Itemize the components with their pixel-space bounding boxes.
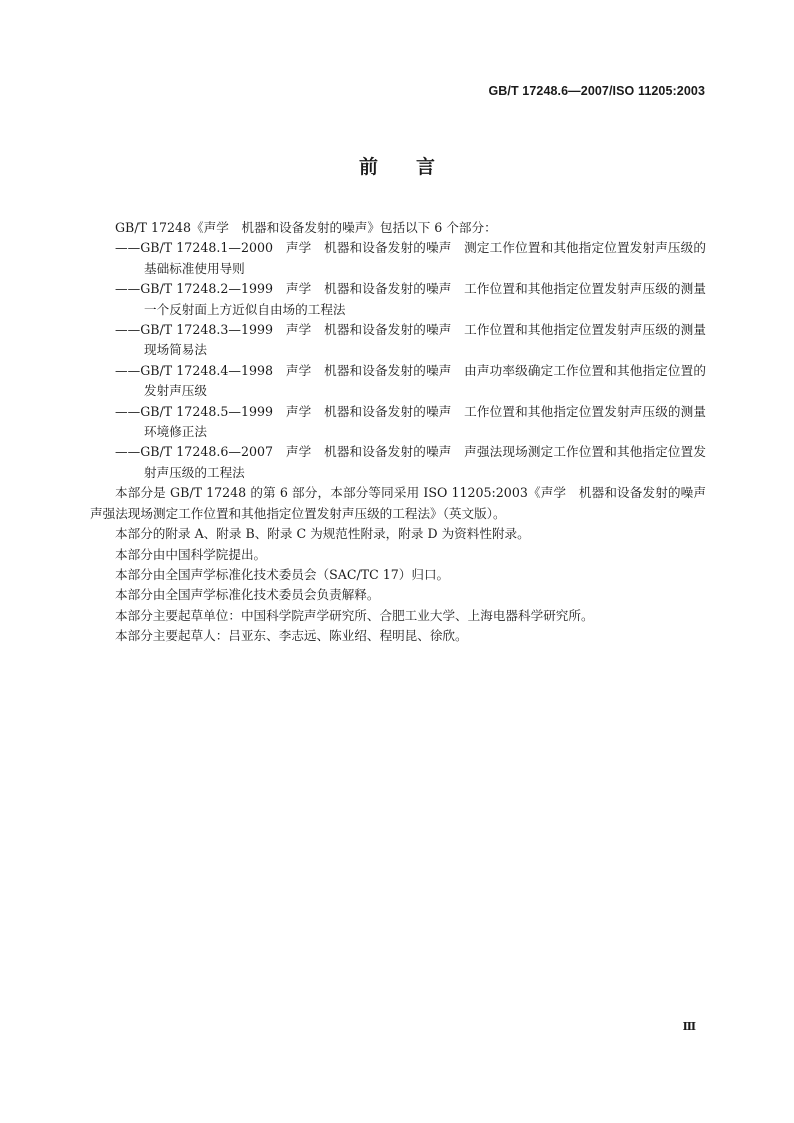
list-item: ——GB/T 17248.4—1998 声学 机器和设备发射的噪声 由声功率级确定工作位置和其他指定位置的发射声压级 [115, 362, 706, 399]
list-item: ——GB/T 17248.1—2000 声学 机器和设备发射的噪声 测定工作位置和其他指定位置发射声压级的基础标准使用导则 [115, 240, 706, 276]
page-number: Ⅲ [682, 1020, 696, 1033]
intro-paragraph: GB/T 17248《声学 机器和设备发射的噪声》包括以下 6 个部分： [115, 220, 497, 235]
list-item: ——GB/T 17248.5—1999 声学 机器和设备发射的噪声 工作位置和其他指定位置发射声压级的测量 环境修正法 [115, 403, 719, 440]
proposer-paragraph: 本部分由中国科学院提出。 [115, 546, 267, 562]
page-title: 前言 [358, 156, 473, 178]
drafters-paragraph: 本部分主要起草人：吕亚东、李志远、陈业绍、程明昆、徐欣。 [115, 628, 468, 644]
adoption-paragraph: 本部分是 GB/T 17248 的第 6 部分，本部分等同采用 ISO 11205:2003《声学 机器和设备发射的噪声 声强法现场测定工作位置和其他指定位置发射声压级的工程法》（英文版）。 [90, 485, 719, 521]
list-item: ——GB/T 17248.2—1999 声学 机器和设备发射的噪声 工作位置和其他指定位置发射声压级的测量 一个反射面上方近似自由场的工程法 [115, 281, 719, 317]
foreword-body [90, 218, 719, 647]
list-item: ——GB/T 17248.6—2007 声学 机器和设备发射的噪声 声强法现场测定工作位置和其他指定位置发射声压级的工程法 [115, 444, 706, 480]
list-item: ——GB/T 17248.3—1999 声学 机器和设备发射的噪声 工作位置和其他指定位置发射声压级的测量 现场简易法 [115, 322, 719, 358]
centralized-paragraph: 本部分由全国声学标准化技术委员会（SAC/TC 17）归口。 [115, 566, 450, 582]
annex-paragraph: 本部分的附录 A、附录 B、附录 C 为规范性附录，附录 D 为资料性附录。 [115, 526, 530, 542]
standard-code-header: GB/T 17248.6—2007/ISO 11205:2003 [488, 84, 705, 98]
drafting-units-paragraph: 本部分主要起草单位：中国科学院声学研究所、合肥工业大学、上海电器科学研究所。 [115, 607, 594, 623]
interpretation-paragraph: 本部分由全国声学标准化技术委员会负责解释。 [115, 587, 380, 603]
parts-list [90, 238, 719, 483]
